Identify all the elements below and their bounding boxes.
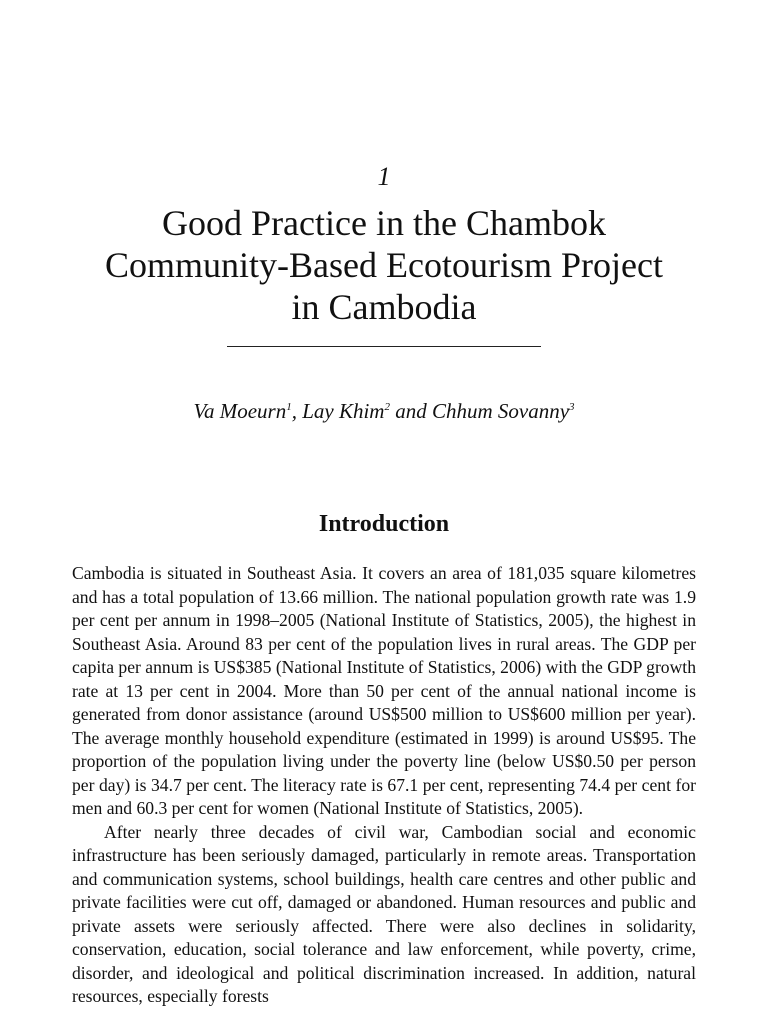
chapter-title bbox=[60, 202, 708, 328]
chapter-number: 1 bbox=[377, 162, 391, 191]
title-divider bbox=[227, 346, 541, 347]
section-heading: Introduction bbox=[318, 511, 450, 537]
chapter-title-line: Good Practice in the Chambok bbox=[162, 203, 606, 243]
author-name: Chhum Sovanny bbox=[431, 399, 570, 423]
body-text bbox=[72, 562, 696, 1009]
chapter-title-line: Community-Based Ecotourism Project bbox=[105, 245, 663, 285]
body-paragraph: After nearly three decades of civil war, Cambodian social and economic infrastructure has been seriously damaged, particularly in remote areas. Transportation and communication systems, school buildings, health care centres and other public and private facilities were cut off, damaged or abandoned. Human resources and public and private assets were seriously affected. There were also declines in solidarity, conservation, education, social tolerance and law enforcement, while poverty, crime, disorder, and ideological and political discrimination increased. In addition, natural resources, especially forests bbox=[72, 821, 696, 1006]
author-separator: and bbox=[389, 399, 432, 423]
author-separator: , bbox=[291, 399, 303, 423]
author-footnote-marker: 1 bbox=[286, 401, 292, 413]
chapter-title-line: in Cambodia bbox=[291, 287, 477, 327]
author-line bbox=[0, 397, 768, 425]
author-footnote-marker: 2 bbox=[384, 401, 390, 413]
author-footnote-marker: 3 bbox=[569, 401, 575, 413]
author-name: Lay Khim bbox=[302, 399, 385, 423]
author-name: Va Moeurn bbox=[193, 399, 287, 423]
body-paragraph: Cambodia is situated in Southeast Asia. It covers an area of 181,035 square kilometres and has a total population of 13.66 million. The national population growth rate was 1.9 per cent per annum in 1998–2005 (National Institute of Statistics, 2005), the highest in Southeast Asia. Around 83 per cent of the population lives in rural areas. The GDP per capita per annum is US$385 (National Institute of Statistics, 2006) with the GDP growth rate at 13 per cent in 2004. More than 50 per cent of the annual national income is generated from donor assistance (around US$500 million to US$600 million per year). The average monthly household expenditure (estimated in 1999) is around US$95. The proportion of the population living under the poverty line (below US$0.50 per person per day) is 34.7 per cent. The literacy rate is 67.1 per cent, representing 74.4 per cent for men and 60.3 per cent for women (National Institute of Statistics, 2005). bbox=[72, 563, 696, 818]
